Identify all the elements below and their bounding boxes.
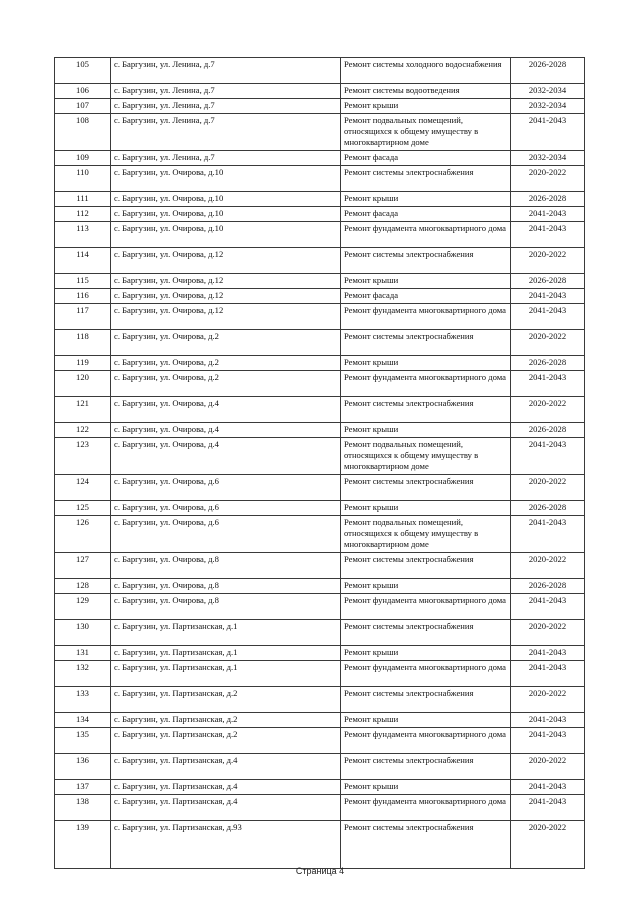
table-row (55, 166, 585, 192)
period-cell: 2041-2043 (511, 438, 585, 475)
row-number-cell: 139 (55, 821, 111, 869)
period-cell: 2041-2043 (511, 371, 585, 397)
address-cell: с. Баргузин, ул. Партизанская, д.93 (111, 821, 341, 869)
address-cell: с. Баргузин, ул. Очирова, д.2 (111, 371, 341, 397)
row-number-cell: 135 (55, 728, 111, 754)
row-number-cell: 107 (55, 99, 111, 114)
table-row (55, 475, 585, 501)
row-number-cell: 124 (55, 475, 111, 501)
row-number-cell: 110 (55, 166, 111, 192)
table-row (55, 304, 585, 330)
row-number-cell: 113 (55, 222, 111, 248)
period-cell: 2032-2034 (511, 84, 585, 99)
address-cell: с. Баргузин, ул. Ленина, д.7 (111, 151, 341, 166)
address-cell: с. Баргузин, ул. Партизанская, д.2 (111, 728, 341, 754)
period-cell: 2026-2028 (511, 356, 585, 371)
work-type-cell: Ремонт системы электроснабжения (341, 687, 511, 713)
work-type-cell: Ремонт фундамента многоквартирного дома (341, 304, 511, 330)
address-cell: с. Баргузин, ул. Очирова, д.12 (111, 248, 341, 274)
period-cell: 2041-2043 (511, 646, 585, 661)
work-type-cell: Ремонт крыши (341, 99, 511, 114)
address-cell: с. Баргузин, ул. Очирова, д.6 (111, 475, 341, 501)
table-row (55, 646, 585, 661)
period-cell: 2020-2022 (511, 821, 585, 869)
address-cell: с. Баргузин, ул. Очирова, д.4 (111, 397, 341, 423)
table-row (55, 114, 585, 151)
page-number: Страница 4 (295, 866, 345, 876)
address-cell: с. Баргузин, ул. Очирова, д.2 (111, 330, 341, 356)
work-type-cell: Ремонт системы электроснабжения (341, 821, 511, 869)
address-cell: с. Баргузин, ул. Партизанская, д.4 (111, 795, 341, 821)
table-row (55, 661, 585, 687)
period-cell: 2026-2028 (511, 192, 585, 207)
row-number-cell: 138 (55, 795, 111, 821)
work-type-cell: Ремонт фундамента многоквартирного дома (341, 728, 511, 754)
work-type-cell: Ремонт крыши (341, 646, 511, 661)
address-cell: с. Баргузин, ул. Партизанская, д.2 (111, 687, 341, 713)
row-number-cell: 129 (55, 594, 111, 620)
row-number-cell: 119 (55, 356, 111, 371)
work-type-cell: Ремонт крыши (341, 713, 511, 728)
period-cell: 2032-2034 (511, 151, 585, 166)
address-cell: с. Баргузин, ул. Очирова, д.10 (111, 207, 341, 222)
work-type-cell: Ремонт крыши (341, 274, 511, 289)
work-type-cell: Ремонт системы водоотведения (341, 84, 511, 99)
address-cell: с. Баргузин, ул. Партизанская, д.2 (111, 713, 341, 728)
table-row (55, 795, 585, 821)
address-cell: с. Баргузин, ул. Очирова, д.12 (111, 274, 341, 289)
table-row (55, 289, 585, 304)
address-cell: с. Баргузин, ул. Партизанская, д.1 (111, 646, 341, 661)
period-cell: 2020-2022 (511, 397, 585, 423)
table-row (55, 754, 585, 780)
address-cell: с. Баргузин, ул. Очирова, д.8 (111, 553, 341, 579)
work-type-cell: Ремонт крыши (341, 501, 511, 516)
period-cell: 2041-2043 (511, 661, 585, 687)
period-cell: 2020-2022 (511, 248, 585, 274)
table-row (55, 274, 585, 289)
row-number-cell: 121 (55, 397, 111, 423)
address-cell: с. Баргузин, ул. Очирова, д.6 (111, 501, 341, 516)
period-cell: 2020-2022 (511, 475, 585, 501)
table-row (55, 356, 585, 371)
period-cell: 2041-2043 (511, 594, 585, 620)
row-number-cell: 137 (55, 780, 111, 795)
work-type-cell: Ремонт фундамента многоквартирного дома (341, 371, 511, 397)
period-cell: 2041-2043 (511, 114, 585, 151)
work-type-cell: Ремонт фундамента многоквартирного дома (341, 594, 511, 620)
table-row (55, 713, 585, 728)
work-type-cell: Ремонт подвальных помещений, относящихся к общему имуществу в многоквартирном доме (341, 114, 511, 151)
table-row (55, 58, 585, 84)
table-row (55, 821, 585, 869)
address-cell: с. Баргузин, ул. Очирова, д.4 (111, 438, 341, 475)
row-number-cell: 117 (55, 304, 111, 330)
address-cell: с. Баргузин, ул. Очирова, д.2 (111, 356, 341, 371)
work-type-cell: Ремонт крыши (341, 780, 511, 795)
work-type-cell: Ремонт системы электроснабжения (341, 620, 511, 646)
address-cell: с. Баргузин, ул. Очирова, д.10 (111, 222, 341, 248)
work-type-cell: Ремонт системы электроснабжения (341, 248, 511, 274)
row-number-cell: 133 (55, 687, 111, 713)
address-cell: с. Баргузин, ул. Очирова, д.12 (111, 289, 341, 304)
row-number-cell: 116 (55, 289, 111, 304)
work-type-cell: Ремонт фасада (341, 207, 511, 222)
work-type-cell: Ремонт подвальных помещений, относящихся к общему имуществу в многоквартирном доме (341, 438, 511, 475)
work-type-cell: Ремонт крыши (341, 192, 511, 207)
period-cell: 2026-2028 (511, 274, 585, 289)
work-type-cell: Ремонт системы холодного водоснабжения (341, 58, 511, 84)
address-cell: с. Баргузин, ул. Партизанская, д.4 (111, 754, 341, 780)
period-cell: 2026-2028 (511, 58, 585, 84)
table-row (55, 687, 585, 713)
row-number-cell: 130 (55, 620, 111, 646)
row-number-cell: 118 (55, 330, 111, 356)
period-cell: 2020-2022 (511, 553, 585, 579)
work-type-cell: Ремонт крыши (341, 579, 511, 594)
work-type-cell: Ремонт крыши (341, 423, 511, 438)
row-number-cell: 131 (55, 646, 111, 661)
table-row (55, 438, 585, 475)
work-type-cell: Ремонт системы электроснабжения (341, 330, 511, 356)
row-number-cell: 122 (55, 423, 111, 438)
address-cell: с. Баргузин, ул. Ленина, д.7 (111, 99, 341, 114)
work-type-cell: Ремонт системы электроснабжения (341, 754, 511, 780)
address-cell: с. Баргузин, ул. Ленина, д.7 (111, 58, 341, 84)
table-row (55, 728, 585, 754)
period-cell: 2041-2043 (511, 795, 585, 821)
row-number-cell: 112 (55, 207, 111, 222)
table-row (55, 780, 585, 795)
table-row (55, 151, 585, 166)
row-number-cell: 128 (55, 579, 111, 594)
row-number-cell: 106 (55, 84, 111, 99)
address-cell: с. Баргузин, ул. Очирова, д.4 (111, 423, 341, 438)
address-cell: с. Баргузин, ул. Очирова, д.8 (111, 594, 341, 620)
table-body (55, 58, 585, 869)
table-row (55, 423, 585, 438)
row-number-cell: 132 (55, 661, 111, 687)
repair-schedule-table (54, 57, 585, 869)
period-cell: 2041-2043 (511, 304, 585, 330)
address-cell: с. Баргузин, ул. Очирова, д.10 (111, 166, 341, 192)
row-number-cell: 120 (55, 371, 111, 397)
period-cell: 2041-2043 (511, 207, 585, 222)
period-cell: 2041-2043 (511, 289, 585, 304)
address-cell: с. Баргузин, ул. Очирова, д.12 (111, 304, 341, 330)
work-type-cell: Ремонт фундамента многоквартирного дома (341, 795, 511, 821)
period-cell: 2041-2043 (511, 728, 585, 754)
row-number-cell: 123 (55, 438, 111, 475)
period-cell: 2020-2022 (511, 620, 585, 646)
table-row (55, 594, 585, 620)
table-row (55, 84, 585, 99)
address-cell: с. Баргузин, ул. Очирова, д.8 (111, 579, 341, 594)
period-cell: 2026-2028 (511, 501, 585, 516)
table-row (55, 371, 585, 397)
address-cell: с. Баргузин, ул. Партизанская, д.4 (111, 780, 341, 795)
table-row (55, 192, 585, 207)
period-cell: 2041-2043 (511, 713, 585, 728)
work-type-cell: Ремонт крыши (341, 356, 511, 371)
work-type-cell: Ремонт системы электроснабжения (341, 553, 511, 579)
table-row (55, 620, 585, 646)
period-cell: 2020-2022 (511, 166, 585, 192)
work-type-cell: Ремонт системы электроснабжения (341, 166, 511, 192)
work-type-cell: Ремонт фасада (341, 151, 511, 166)
work-type-cell: Ремонт фундамента многоквартирного дома (341, 222, 511, 248)
row-number-cell: 108 (55, 114, 111, 151)
table-row (55, 501, 585, 516)
table-row (55, 99, 585, 114)
row-number-cell: 109 (55, 151, 111, 166)
period-cell: 2041-2043 (511, 222, 585, 248)
address-cell: с. Баргузин, ул. Очирова, д.6 (111, 516, 341, 553)
period-cell: 2041-2043 (511, 516, 585, 553)
row-number-cell: 126 (55, 516, 111, 553)
row-number-cell: 134 (55, 713, 111, 728)
row-number-cell: 114 (55, 248, 111, 274)
row-number-cell: 136 (55, 754, 111, 780)
work-type-cell: Ремонт системы электроснабжения (341, 475, 511, 501)
address-cell: с. Баргузин, ул. Ленина, д.7 (111, 84, 341, 99)
period-cell: 2026-2028 (511, 423, 585, 438)
work-type-cell: Ремонт системы электроснабжения (341, 397, 511, 423)
period-cell: 2020-2022 (511, 330, 585, 356)
row-number-cell: 125 (55, 501, 111, 516)
row-number-cell: 111 (55, 192, 111, 207)
row-number-cell: 115 (55, 274, 111, 289)
period-cell: 2026-2028 (511, 579, 585, 594)
table-row (55, 207, 585, 222)
table-row (55, 397, 585, 423)
address-cell: с. Баргузин, ул. Партизанская, д.1 (111, 620, 341, 646)
table-row (55, 579, 585, 594)
period-cell: 2041-2043 (511, 780, 585, 795)
address-cell: с. Баргузин, ул. Партизанская, д.1 (111, 661, 341, 687)
period-cell: 2020-2022 (511, 687, 585, 713)
row-number-cell: 105 (55, 58, 111, 84)
period-cell: 2020-2022 (511, 754, 585, 780)
period-cell: 2032-2034 (511, 99, 585, 114)
table-row (55, 248, 585, 274)
table-row (55, 222, 585, 248)
table-row (55, 330, 585, 356)
row-number-cell: 127 (55, 553, 111, 579)
address-cell: с. Баргузин, ул. Очирова, д.10 (111, 192, 341, 207)
table-row (55, 516, 585, 553)
work-type-cell: Ремонт подвальных помещений, относящихся к общему имуществу в многоквартирном доме (341, 516, 511, 553)
work-type-cell: Ремонт фасада (341, 289, 511, 304)
table-row (55, 553, 585, 579)
work-type-cell: Ремонт фундамента многоквартирного дома (341, 661, 511, 687)
address-cell: с. Баргузин, ул. Ленина, д.7 (111, 114, 341, 151)
